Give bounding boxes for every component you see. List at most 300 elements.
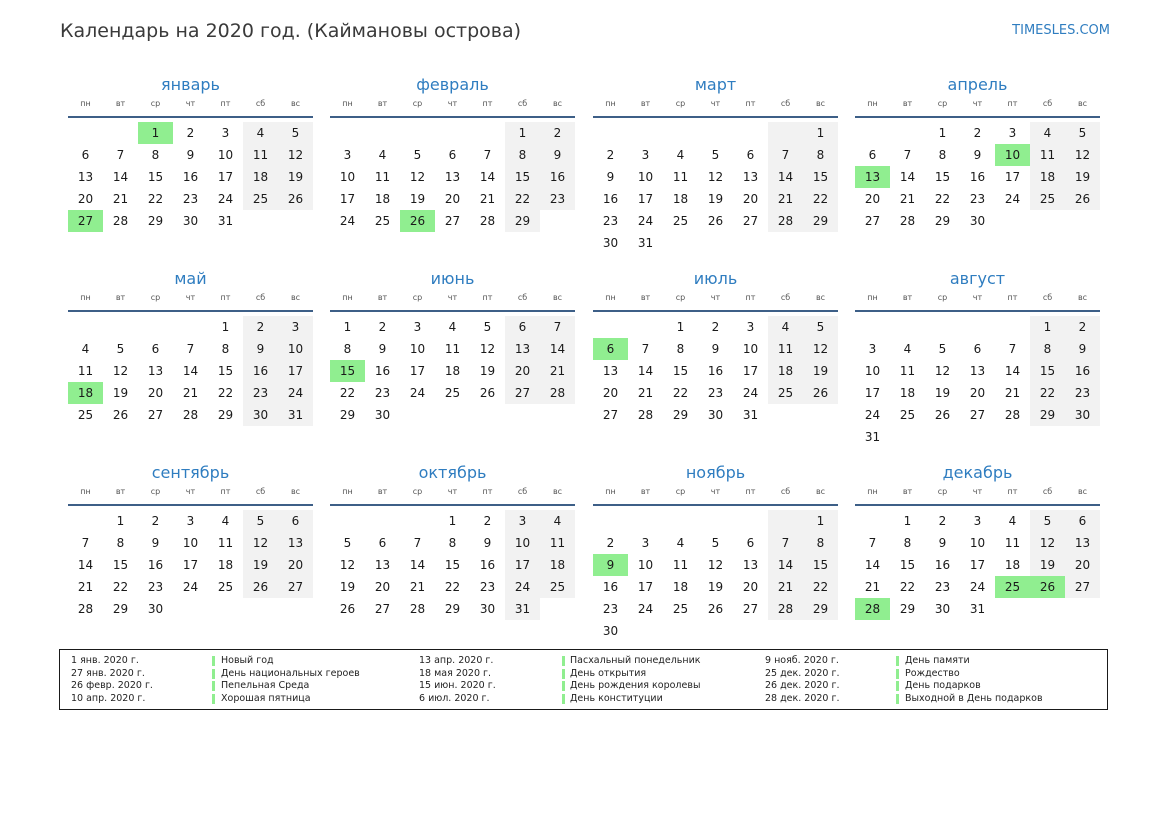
day-cell: 8 (903, 536, 912, 550)
month-title: ноябрь (685, 463, 746, 482)
weekday-label: вт (115, 293, 126, 302)
day-cell: 8 (803, 144, 838, 166)
day-cell: 8 (676, 342, 685, 356)
day-cell: 21 (768, 576, 803, 598)
day-cell: 3 (868, 342, 877, 356)
legend-name: Пепельная Среда (221, 680, 310, 692)
day-grid (68, 316, 313, 426)
weekday-label: вт (902, 99, 913, 108)
day-cell: 7 (868, 536, 877, 550)
day-cell: 25 (672, 602, 689, 616)
day-cell: 26 (112, 408, 129, 422)
legend-date: 6 июл. 2020 г. (419, 692, 490, 704)
day-cell: 22 (934, 192, 951, 206)
empty-cell (330, 122, 365, 144)
day-cell: 21 (768, 188, 803, 210)
day-cell: 1 (1030, 316, 1065, 338)
day-cell: 2 (606, 148, 615, 162)
legend-marker (896, 681, 899, 691)
day-cell: 17 (1004, 170, 1021, 184)
weekday-label: ср (412, 293, 423, 302)
month-title: март (694, 75, 737, 94)
day-cell: 7 (1008, 342, 1017, 356)
day-cell: 25 (77, 408, 94, 422)
holiday-day: 25 (995, 576, 1030, 598)
site-link[interactable]: TIMESLES.COM (1012, 23, 1110, 38)
day-cell: 30 (934, 602, 951, 616)
day-grid (593, 510, 838, 642)
day-cell: 24 (637, 214, 654, 228)
day-cell: 11 (77, 364, 94, 378)
day-cell: 3 (343, 148, 352, 162)
legend-name: Выходной в День подарков (905, 692, 1043, 704)
day-cell: 18 (217, 558, 234, 572)
empty-cell (628, 316, 663, 338)
weekday-label: пн (342, 293, 353, 302)
day-cell: 24 (409, 386, 426, 400)
day-cell: 10 (278, 338, 313, 360)
weekday-label: вт (640, 487, 651, 496)
weekday-label: пн (867, 487, 878, 496)
legend-marker (896, 656, 899, 666)
day-cell: 27 (374, 602, 391, 616)
day-cell: 8 (343, 342, 352, 356)
day-cell: 22 (803, 188, 838, 210)
day-cell: 25 (444, 386, 461, 400)
empty-cell (733, 510, 768, 532)
day-cell: 3 (746, 320, 755, 334)
day-cell: 14 (768, 554, 803, 576)
day-cell: 13 (147, 364, 164, 378)
day-cell: 4 (1030, 122, 1065, 144)
day-cell: 15 (1030, 360, 1065, 382)
weekday-label: вт (115, 487, 126, 496)
legend-name: День рождения королевы (570, 680, 701, 692)
header-rule (855, 504, 1100, 506)
day-cell: 20 (602, 386, 619, 400)
day-grid (855, 316, 1100, 448)
day-cell: 4 (1008, 514, 1017, 528)
day-cell: 25 (1030, 188, 1065, 210)
day-cell: 29 (803, 598, 838, 620)
day-cell: 11 (672, 170, 689, 184)
legend-item (60, 668, 1107, 681)
weekday-header (855, 99, 1100, 113)
day-cell: 12 (803, 338, 838, 360)
day-cell: 9 (378, 342, 387, 356)
day-cell: 24 (742, 386, 759, 400)
day-cell: 16 (182, 170, 199, 184)
day-cell: 14 (1004, 364, 1021, 378)
day-cell: 19 (707, 580, 724, 594)
empty-cell (435, 122, 470, 144)
day-cell: 28 (768, 598, 803, 620)
day-cell: 21 (540, 360, 575, 382)
day-grid (593, 122, 838, 254)
day-cell: 24 (182, 580, 199, 594)
day-cell: 5 (1065, 122, 1100, 144)
day-cell: 12 (278, 144, 313, 166)
day-cell: 6 (278, 510, 313, 532)
legend-date: 10 апр. 2020 г. (71, 692, 146, 704)
day-cell: 3 (1008, 126, 1017, 140)
day-cell: 17 (339, 192, 356, 206)
day-cell: 23 (602, 214, 619, 228)
day-cell: 22 (112, 580, 129, 594)
legend-item (60, 680, 1107, 693)
legend-date: 28 дек. 2020 г. (765, 692, 840, 704)
day-cell: 23 (1065, 382, 1100, 404)
day-cell: 1 (803, 122, 838, 144)
day-cell: 20 (444, 192, 461, 206)
day-cell: 13 (1065, 532, 1100, 554)
day-cell: 2 (243, 316, 278, 338)
legend-date: 25 дек. 2020 г. (765, 667, 840, 679)
weekday-label: сб (255, 99, 266, 108)
weekday-label: пт (1007, 487, 1018, 496)
day-cell: 26 (243, 576, 278, 598)
weekday-label: сб (1042, 293, 1053, 302)
day-cell: 10 (409, 342, 426, 356)
day-cell: 14 (77, 558, 94, 572)
day-cell: 2 (483, 514, 492, 528)
empty-cell (960, 316, 995, 338)
day-cell: 27 (444, 214, 461, 228)
day-cell: 30 (1065, 404, 1100, 426)
weekday-header (593, 487, 838, 501)
day-cell: 16 (374, 364, 391, 378)
day-cell: 6 (1065, 510, 1100, 532)
day-cell: 26 (1065, 188, 1100, 210)
day-cell: 28 (182, 408, 199, 422)
day-cell: 18 (243, 166, 278, 188)
day-cell: 11 (1004, 536, 1021, 550)
holiday-day: 15 (330, 360, 365, 382)
month-title: апрель (947, 75, 1008, 94)
day-cell: 16 (147, 558, 164, 572)
day-cell: 9 (1065, 338, 1100, 360)
header-rule (330, 116, 575, 118)
day-cell: 29 (217, 408, 234, 422)
day-cell: 16 (540, 166, 575, 188)
day-cell: 17 (864, 386, 881, 400)
weekday-label: вс (552, 293, 563, 302)
legend-name: Пасхальный понедельник (570, 655, 701, 666)
day-cell: 9 (243, 338, 278, 360)
day-cell: 2 (938, 514, 947, 528)
weekday-label: ср (150, 487, 161, 496)
day-cell: 16 (707, 364, 724, 378)
weekday-label: вт (640, 99, 651, 108)
day-cell: 3 (973, 514, 982, 528)
day-cell: 26 (479, 386, 496, 400)
day-cell: 19 (278, 166, 313, 188)
weekday-label: вс (290, 487, 301, 496)
header-rule (593, 116, 838, 118)
day-cell: 21 (899, 192, 916, 206)
weekday-label: пн (605, 487, 616, 496)
weekday-label: вс (290, 99, 301, 108)
month-title: май (174, 269, 207, 288)
weekday-label: пн (80, 99, 91, 108)
holiday-day: 1 (138, 122, 173, 144)
weekday-label: пт (482, 293, 493, 302)
weekday-label: вс (290, 293, 301, 302)
weekday-label: чт (447, 293, 458, 302)
weekday-label: ср (412, 487, 423, 496)
day-cell: 23 (707, 386, 724, 400)
day-cell: 1 (676, 320, 685, 334)
month-calendar (330, 269, 575, 426)
day-cell: 3 (278, 316, 313, 338)
day-cell: 22 (803, 576, 838, 598)
day-cell: 3 (186, 514, 195, 528)
day-cell: 21 (864, 580, 881, 594)
header-rule (855, 310, 1100, 312)
legend-date: 15 июн. 2020 г. (419, 680, 496, 692)
day-cell: 4 (540, 510, 575, 532)
day-cell: 4 (243, 122, 278, 144)
day-cell: 18 (374, 192, 391, 206)
day-cell: 14 (768, 166, 803, 188)
day-cell: 27 (602, 408, 619, 422)
day-cell: 12 (707, 170, 724, 184)
weekday-label: ср (150, 99, 161, 108)
day-cell: 27 (505, 382, 540, 404)
day-cell: 6 (151, 342, 160, 356)
day-cell: 21 (637, 386, 654, 400)
day-cell: 14 (540, 338, 575, 360)
day-cell: 15 (899, 558, 916, 572)
day-cell: 23 (243, 382, 278, 404)
day-cell: 8 (1030, 338, 1065, 360)
day-cell: 27 (1065, 576, 1100, 598)
day-cell: 10 (505, 532, 540, 554)
day-cell: 25 (374, 214, 391, 228)
day-cell: 23 (374, 386, 391, 400)
month-calendar (855, 269, 1100, 448)
day-cell: 24 (339, 214, 356, 228)
day-cell: 2 (186, 126, 195, 140)
day-cell: 15 (672, 364, 689, 378)
day-cell: 24 (864, 408, 881, 422)
month-title: февраль (416, 75, 489, 94)
day-cell: 2 (378, 320, 387, 334)
day-cell: 2 (973, 126, 982, 140)
day-cell: 21 (182, 386, 199, 400)
day-cell: 16 (602, 580, 619, 594)
day-cell: 9 (151, 536, 160, 550)
weekday-label: вс (1077, 487, 1088, 496)
day-cell: 20 (374, 580, 391, 594)
weekday-label: пн (605, 99, 616, 108)
day-cell: 24 (1004, 192, 1021, 206)
empty-cell (663, 122, 698, 144)
weekday-label: вс (815, 487, 826, 496)
day-cell: 23 (182, 192, 199, 206)
day-cell: 22 (444, 580, 461, 594)
day-cell: 5 (803, 316, 838, 338)
holiday-day: 18 (68, 382, 103, 404)
empty-cell (593, 122, 628, 144)
day-cell: 11 (768, 338, 803, 360)
day-cell: 14 (409, 558, 426, 572)
day-cell: 9 (186, 148, 195, 162)
day-cell: 17 (409, 364, 426, 378)
day-cell: 15 (934, 170, 951, 184)
empty-cell (925, 316, 960, 338)
day-cell: 1 (116, 514, 125, 528)
day-cell: 20 (147, 386, 164, 400)
empty-cell (138, 316, 173, 338)
weekday-header (593, 293, 838, 307)
day-cell: 22 (899, 580, 916, 594)
day-cell: 13 (77, 170, 94, 184)
day-cell: 8 (151, 148, 160, 162)
day-cell: 30 (374, 408, 391, 422)
empty-cell (768, 122, 803, 144)
holiday-day: 26 (1030, 576, 1065, 598)
day-cell: 17 (637, 192, 654, 206)
weekday-label: ср (150, 293, 161, 302)
day-cell: 21 (77, 580, 94, 594)
day-cell: 28 (899, 214, 916, 228)
day-cell: 27 (278, 576, 313, 598)
weekday-label: чт (447, 487, 458, 496)
day-cell: 19 (243, 554, 278, 576)
holiday-day: 6 (593, 338, 628, 360)
header-rule (68, 310, 313, 312)
day-cell: 28 (1004, 408, 1021, 422)
day-cell: 26 (707, 214, 724, 228)
empty-cell (68, 122, 103, 144)
day-cell: 11 (243, 144, 278, 166)
day-cell: 25 (217, 580, 234, 594)
empty-cell (400, 510, 435, 532)
empty-cell (330, 510, 365, 532)
day-cell: 7 (903, 148, 912, 162)
day-cell: 5 (483, 320, 492, 334)
day-cell: 5 (413, 148, 422, 162)
empty-cell (698, 122, 733, 144)
month-calendar (330, 463, 575, 620)
empty-cell (890, 122, 925, 144)
day-cell: 12 (479, 342, 496, 356)
day-cell: 6 (868, 148, 877, 162)
day-cell: 18 (1004, 558, 1021, 572)
day-cell: 29 (147, 214, 164, 228)
day-cell: 20 (505, 360, 540, 382)
day-grid (855, 510, 1100, 620)
day-cell: 10 (217, 148, 234, 162)
day-cell: 28 (540, 382, 575, 404)
day-cell: 10 (864, 364, 881, 378)
day-cell: 29 (339, 408, 356, 422)
holiday-day: 26 (400, 210, 435, 232)
day-cell: 25 (768, 382, 803, 404)
day-cell: 25 (899, 408, 916, 422)
day-cell: 15 (444, 558, 461, 572)
day-cell: 3 (221, 126, 230, 140)
legend-date: 18 мая 2020 г. (419, 667, 492, 679)
legend-name: День открытия (570, 667, 647, 679)
day-cell: 20 (742, 580, 759, 594)
weekday-header (68, 293, 313, 307)
day-cell: 15 (803, 554, 838, 576)
header-rule (330, 310, 575, 312)
day-cell: 4 (676, 536, 685, 550)
day-cell: 17 (217, 170, 234, 184)
day-cell: 29 (112, 602, 129, 616)
day-cell: 22 (672, 386, 689, 400)
empty-cell (733, 122, 768, 144)
day-cell: 10 (742, 342, 759, 356)
day-cell: 4 (676, 148, 685, 162)
day-cell: 12 (1030, 532, 1065, 554)
day-grid (68, 122, 313, 232)
day-cell: 5 (278, 122, 313, 144)
weekday-label: сб (1042, 487, 1053, 496)
legend-date: 13 апр. 2020 г. (419, 655, 494, 666)
day-cell: 13 (444, 170, 461, 184)
day-cell: 20 (77, 192, 94, 206)
day-cell: 13 (374, 558, 391, 572)
day-cell: 6 (973, 342, 982, 356)
day-cell: 30 (969, 214, 986, 228)
day-cell: 21 (1004, 386, 1021, 400)
weekday-label: вс (552, 99, 563, 108)
weekday-header (330, 487, 575, 501)
day-cell: 2 (1065, 316, 1100, 338)
holiday-day: 27 (68, 210, 103, 232)
day-cell: 7 (413, 536, 422, 550)
day-cell: 29 (672, 408, 689, 422)
day-cell: 24 (637, 602, 654, 616)
day-cell: 23 (969, 192, 986, 206)
empty-cell (698, 510, 733, 532)
day-cell: 2 (540, 122, 575, 144)
day-cell: 24 (969, 580, 986, 594)
day-cell: 9 (606, 170, 615, 184)
day-grid (855, 122, 1100, 232)
day-cell: 18 (1030, 166, 1065, 188)
legend-date: 26 февр. 2020 г. (71, 680, 153, 692)
day-cell: 5 (243, 510, 278, 532)
day-cell: 26 (339, 602, 356, 616)
day-cell: 2 (151, 514, 160, 528)
day-cell: 1 (903, 514, 912, 528)
day-cell: 31 (217, 214, 234, 228)
day-cell: 31 (637, 236, 654, 250)
day-grid (330, 316, 575, 426)
day-cell: 30 (479, 602, 496, 616)
day-cell: 16 (934, 558, 951, 572)
day-cell: 12 (707, 558, 724, 572)
holiday-day: 9 (593, 554, 628, 576)
day-cell: 10 (182, 536, 199, 550)
day-cell: 18 (768, 360, 803, 382)
weekday-label: ср (937, 487, 948, 496)
weekday-label: пт (482, 99, 493, 108)
weekday-label: вт (902, 487, 913, 496)
day-cell: 5 (711, 536, 720, 550)
day-cell: 9 (540, 144, 575, 166)
day-cell: 8 (116, 536, 125, 550)
day-cell: 1 (803, 510, 838, 532)
day-cell: 13 (602, 364, 619, 378)
day-cell: 1 (221, 320, 230, 334)
weekday-label: сб (517, 487, 528, 496)
